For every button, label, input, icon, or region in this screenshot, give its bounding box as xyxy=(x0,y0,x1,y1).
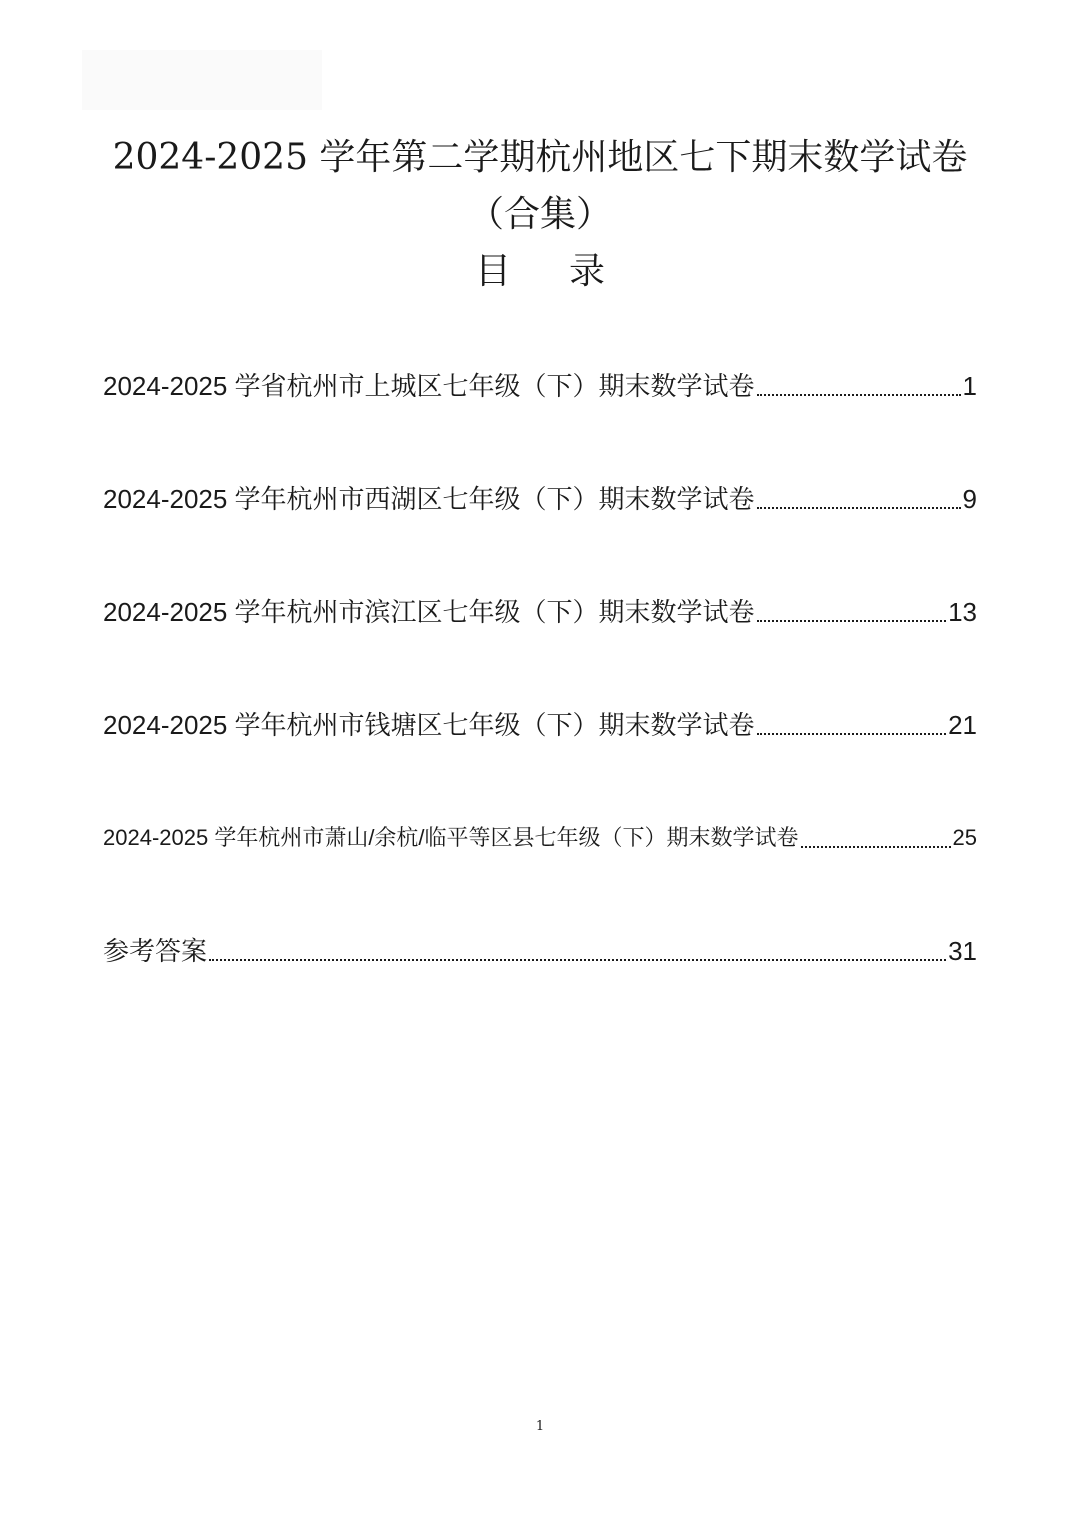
toc-entry[interactable] xyxy=(103,479,977,519)
toc-entry[interactable] xyxy=(103,705,977,745)
toc-dot-leader xyxy=(757,394,961,396)
toc-entry[interactable] xyxy=(103,366,977,406)
toc-entry-title: 2024-2025 学年杭州市钱塘区七年级（下）期末数学试卷 xyxy=(103,710,755,740)
toc-dot-leader xyxy=(209,959,946,961)
toc-entry-page: 25 xyxy=(952,825,977,850)
toc-entry-title: 2024-2025 学年杭州市西湖区七年级（下）期末数学试卷 xyxy=(103,484,755,514)
toc-dot-leader xyxy=(757,733,947,735)
toc-dot-leader xyxy=(757,620,947,622)
toc-entry[interactable] xyxy=(103,592,977,632)
toc-entry[interactable] xyxy=(103,931,977,971)
faint-watermark xyxy=(82,50,322,110)
toc-entry-page: 21 xyxy=(948,710,977,740)
toc-entry-page: 31 xyxy=(948,936,977,966)
toc-dot-leader xyxy=(757,507,961,509)
document-subtitle: （合集） xyxy=(467,194,612,235)
toc-entry-title: 2024-2025 学省杭州市上城区七年级（下）期末数学试卷 xyxy=(103,371,755,401)
document-title: 2024-2025 学年第二学期杭州地区七下期末数学试卷 xyxy=(112,137,968,178)
toc-entry-page: 9 xyxy=(962,484,977,514)
page-number: 1 xyxy=(535,1419,545,1434)
toc-entry-page: 13 xyxy=(948,597,977,627)
toc-entry-title: 参考答案 xyxy=(103,936,208,966)
toc-heading: 目录 xyxy=(474,251,663,292)
toc-entry-title: 2024-2025 学年杭州市滨江区七年级（下）期末数学试卷 xyxy=(103,597,755,627)
toc-entry-title: 2024-2025 学年杭州市萧山/余杭/临平等区县七年级（下）期末数学试卷 xyxy=(103,825,799,850)
toc-entry-page: 1 xyxy=(962,371,977,401)
toc-entry[interactable] xyxy=(103,818,977,858)
toc-dot-leader xyxy=(801,846,951,848)
